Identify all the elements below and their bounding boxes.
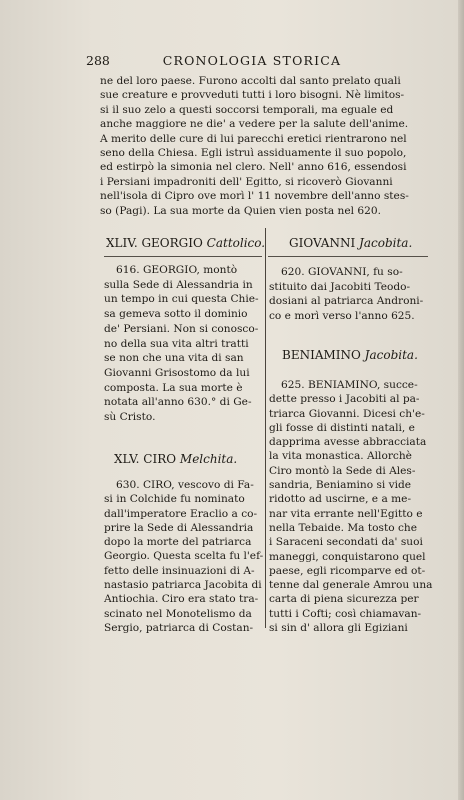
- entry-beniamino: [269, 378, 433, 635]
- text-line: ridotto ad uscirne, e a me-: [269, 493, 412, 506]
- text-line: nell'isola di Cipro ove morì l' 11 novembre dell'anno stes-: [100, 190, 409, 203]
- text-line: dall'imperatore Eraclio a co-: [104, 507, 258, 520]
- text-line: dopo la morte del patriarca: [104, 536, 252, 549]
- section-heading-georgio: [106, 236, 265, 251]
- text-line: triarca Giovanni. Dicesi ch'e-: [269, 407, 425, 420]
- entry-ciro: [104, 478, 262, 635]
- text-line: A merito delle cure di lui parecchi eretici rientrarono nel: [100, 132, 407, 145]
- text-line: si in Colchide fu nominato: [104, 493, 245, 506]
- text-line: prire la Sede di Alessandria: [104, 521, 254, 534]
- text-line: 620. GIOVANNI, fu so-: [281, 266, 403, 278]
- text-line: sa gemeva sotto il dominio: [104, 308, 248, 321]
- heading-text: GIOVANNI: [289, 236, 360, 250]
- text-line: notata all'anno 630.° di Ge-: [104, 396, 252, 409]
- text-line: se non che una vita di san: [104, 352, 244, 365]
- text-line: nella Tebaide. Ma tosto che: [269, 521, 417, 534]
- text-line: sù Cristo.: [104, 411, 156, 424]
- text-line: 616. GEORGIO, montò: [116, 264, 238, 276]
- running-title: CRONOLOGIA STORICA: [162, 53, 342, 68]
- text-line: i Saraceni secondati da' suoi: [269, 536, 423, 549]
- text-line: gli fosse di distinti natali, e: [269, 421, 415, 434]
- text-line: tutti i Cofti; così chiamavan-: [269, 607, 422, 620]
- text-line: scinato nel Monotelismo da: [104, 607, 252, 620]
- heading-italic: Jacobita.: [364, 348, 418, 362]
- text-line: composta. La sua morte è: [104, 381, 243, 394]
- text-line: anche maggiore ne die' a vedere per la salute dell'anime.: [100, 118, 409, 131]
- text-line: Antiochia. Ciro era stato tra-: [104, 593, 259, 606]
- text-line: si il suo zelo a questi soccorsi temporali, ma eguale ed: [100, 103, 394, 116]
- section-heading-beniamino: [282, 348, 418, 363]
- page-number: 288: [86, 53, 110, 68]
- text-line: sue creature e provveduti tutti i loro bisogni. Nè limitos-: [100, 89, 405, 102]
- heading-underline: [104, 256, 262, 257]
- text-line: so (Pagi). La sua morte da Quien vien posta nel 620.: [100, 204, 381, 217]
- text-line: stituito dai Jacobiti Teodo-: [269, 280, 411, 293]
- text-line: Ciro montò la Sede di Ales-: [269, 464, 416, 477]
- heading-italic: Jacobita.: [359, 236, 413, 250]
- text-line: nastasio patriarca Jacobita di: [104, 579, 262, 592]
- section-heading-ciro: [114, 452, 237, 467]
- text-line: sandria, Beniamino si vide: [269, 479, 412, 492]
- text-line: Sergio, patriarca di Costan-: [104, 621, 254, 634]
- text-line: i Persiani impadroniti dell' Egitto, si ricoverò Giovanni: [100, 175, 393, 188]
- text-line: no della sua vita altri tratti: [104, 337, 249, 350]
- text-line: maneggi, conquistarono quel: [269, 550, 426, 563]
- heading-text: XLV. CIRO: [114, 452, 180, 466]
- heading-italic: Cattolico.: [206, 236, 266, 250]
- text-line: si sin d' allora gli Egiziani: [269, 622, 408, 635]
- text-line: carta di piena sicurezza per: [269, 593, 419, 606]
- intro-paragraph: [100, 74, 432, 218]
- text-line: dapprima avesse abbracciata: [269, 436, 427, 449]
- heading-text: XLIV. GEORGIO: [106, 236, 207, 250]
- text-line: ed estirpò la simonia nel clero. Nell' anno 616, essendosi: [100, 161, 407, 174]
- heading-italic: Melchita.: [179, 452, 238, 466]
- text-line: la vita monastica. Allorchè: [269, 450, 412, 463]
- entry-giovanni: [269, 265, 429, 324]
- heading-underline: [268, 256, 428, 257]
- text-line: un tempo in cui questa Chie-: [104, 293, 259, 306]
- text-line: 625. BENIAMINO, succe-: [281, 379, 418, 391]
- text-line: de' Persiani. Non si conosco-: [104, 322, 259, 335]
- page-edge: [458, 0, 464, 800]
- heading-text: BENIAMINO: [282, 348, 365, 362]
- page-header: [86, 52, 418, 70]
- text-line: paese, egli ricomparve ed ot-: [269, 564, 426, 577]
- section-heading-giovanni: [289, 236, 412, 251]
- entry-georgio: [104, 263, 262, 425]
- text-line: nar vita errante nell'Egitto e: [269, 507, 423, 520]
- text-line: fetto delle insinuazioni di A-: [104, 564, 255, 577]
- text-line: sulla Sede di Alessandria in: [104, 278, 253, 291]
- column-divider: [265, 228, 266, 628]
- text-line: 630. CIRO, vescovo di Fa-: [116, 479, 254, 491]
- text-line: dosiani al patriarca Androni-: [269, 295, 424, 308]
- text-line: Giovanni Grisostomo da lui: [104, 366, 250, 379]
- text-line: seno della Chiesa. Egli istruì assiduamente il suo popolo,: [100, 147, 407, 160]
- text-line: ne del loro paese. Furono accolti dal santo prelato quali: [100, 75, 401, 87]
- text-line: Georgio. Questa scelta fu l'ef-: [104, 550, 264, 563]
- text-line: dette presso i Jacobiti al pa-: [269, 393, 420, 406]
- text-line: tenne dal generale Amrou una: [269, 579, 433, 592]
- text-line: co e morì verso l'anno 625.: [269, 310, 415, 323]
